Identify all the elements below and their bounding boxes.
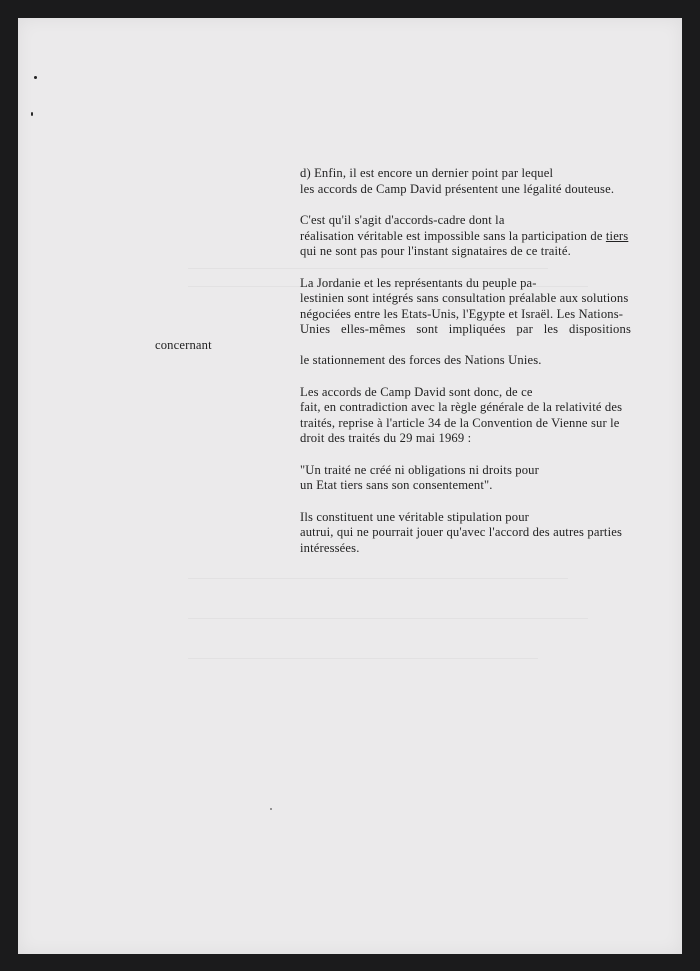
text-line: traités, reprise à l'article 34 de la Convention de Vienne sur le — [300, 415, 620, 430]
text-line: le stationnement des forces des Nations Unies. — [300, 353, 542, 367]
text-fragment: réalisation véritable est impossible sans la participation de — [300, 228, 603, 243]
paragraph-stipulation — [155, 510, 631, 557]
show-through-line — [188, 658, 538, 659]
text-line: qui ne sont pas pour l'instant signataires de ce traité. — [300, 244, 571, 258]
text-line: droit des traités du 29 mai 1969 : — [300, 431, 472, 445]
text-line: un Etat tiers sans son consentement". — [300, 478, 493, 492]
text-line: d) Enfin, il est encore un dernier point par lequel — [300, 166, 554, 180]
text-line: La Jordanie et les représentants du peuple pa- — [300, 275, 537, 290]
paragraph-d — [155, 166, 631, 197]
underlined-word: tiers — [605, 228, 629, 243]
show-through-line — [188, 578, 568, 579]
text-line: négociées entre les Etats-Unis, l'Egypte et Israël. Les Nations- — [300, 306, 624, 321]
paragraph-accords-cadre — [155, 213, 631, 260]
ink-speck — [31, 112, 33, 116]
text-line: "Un traité ne créé ni obligations ni droits pour — [300, 462, 539, 477]
document-body — [155, 166, 631, 572]
text-line: Unies elles-mêmes sont impliquées par les dispositions concernant — [155, 322, 631, 352]
paragraph-quote — [155, 463, 631, 494]
text-line — [155, 229, 631, 245]
text-line: autrui, qui ne pourrait jouer qu'avec l'accord des autres parties — [300, 525, 623, 539]
text-line: Ils constituent une véritable stipulation pour — [300, 509, 529, 524]
text-line: les accords de Camp David présentent une légalité douteuse. — [300, 181, 615, 196]
paragraph-contradiction — [155, 385, 631, 447]
ink-speck — [34, 76, 37, 79]
text-line: intéressées. — [300, 540, 360, 555]
paragraph-jordanie — [155, 276, 631, 369]
text-line: fait, en contradiction avec la règle générale de la relativité des — [300, 400, 623, 414]
text-line: Les accords de Camp David sont donc, de ce — [300, 384, 533, 399]
text-line: lestinien sont intégrés sans consultation préalable aux solutions — [300, 291, 629, 305]
show-through-line — [188, 618, 588, 619]
paper-sheet — [18, 18, 682, 954]
text-line: C'est qu'il s'agit d'accords-cadre dont la — [300, 213, 505, 227]
ink-speck — [270, 808, 272, 810]
